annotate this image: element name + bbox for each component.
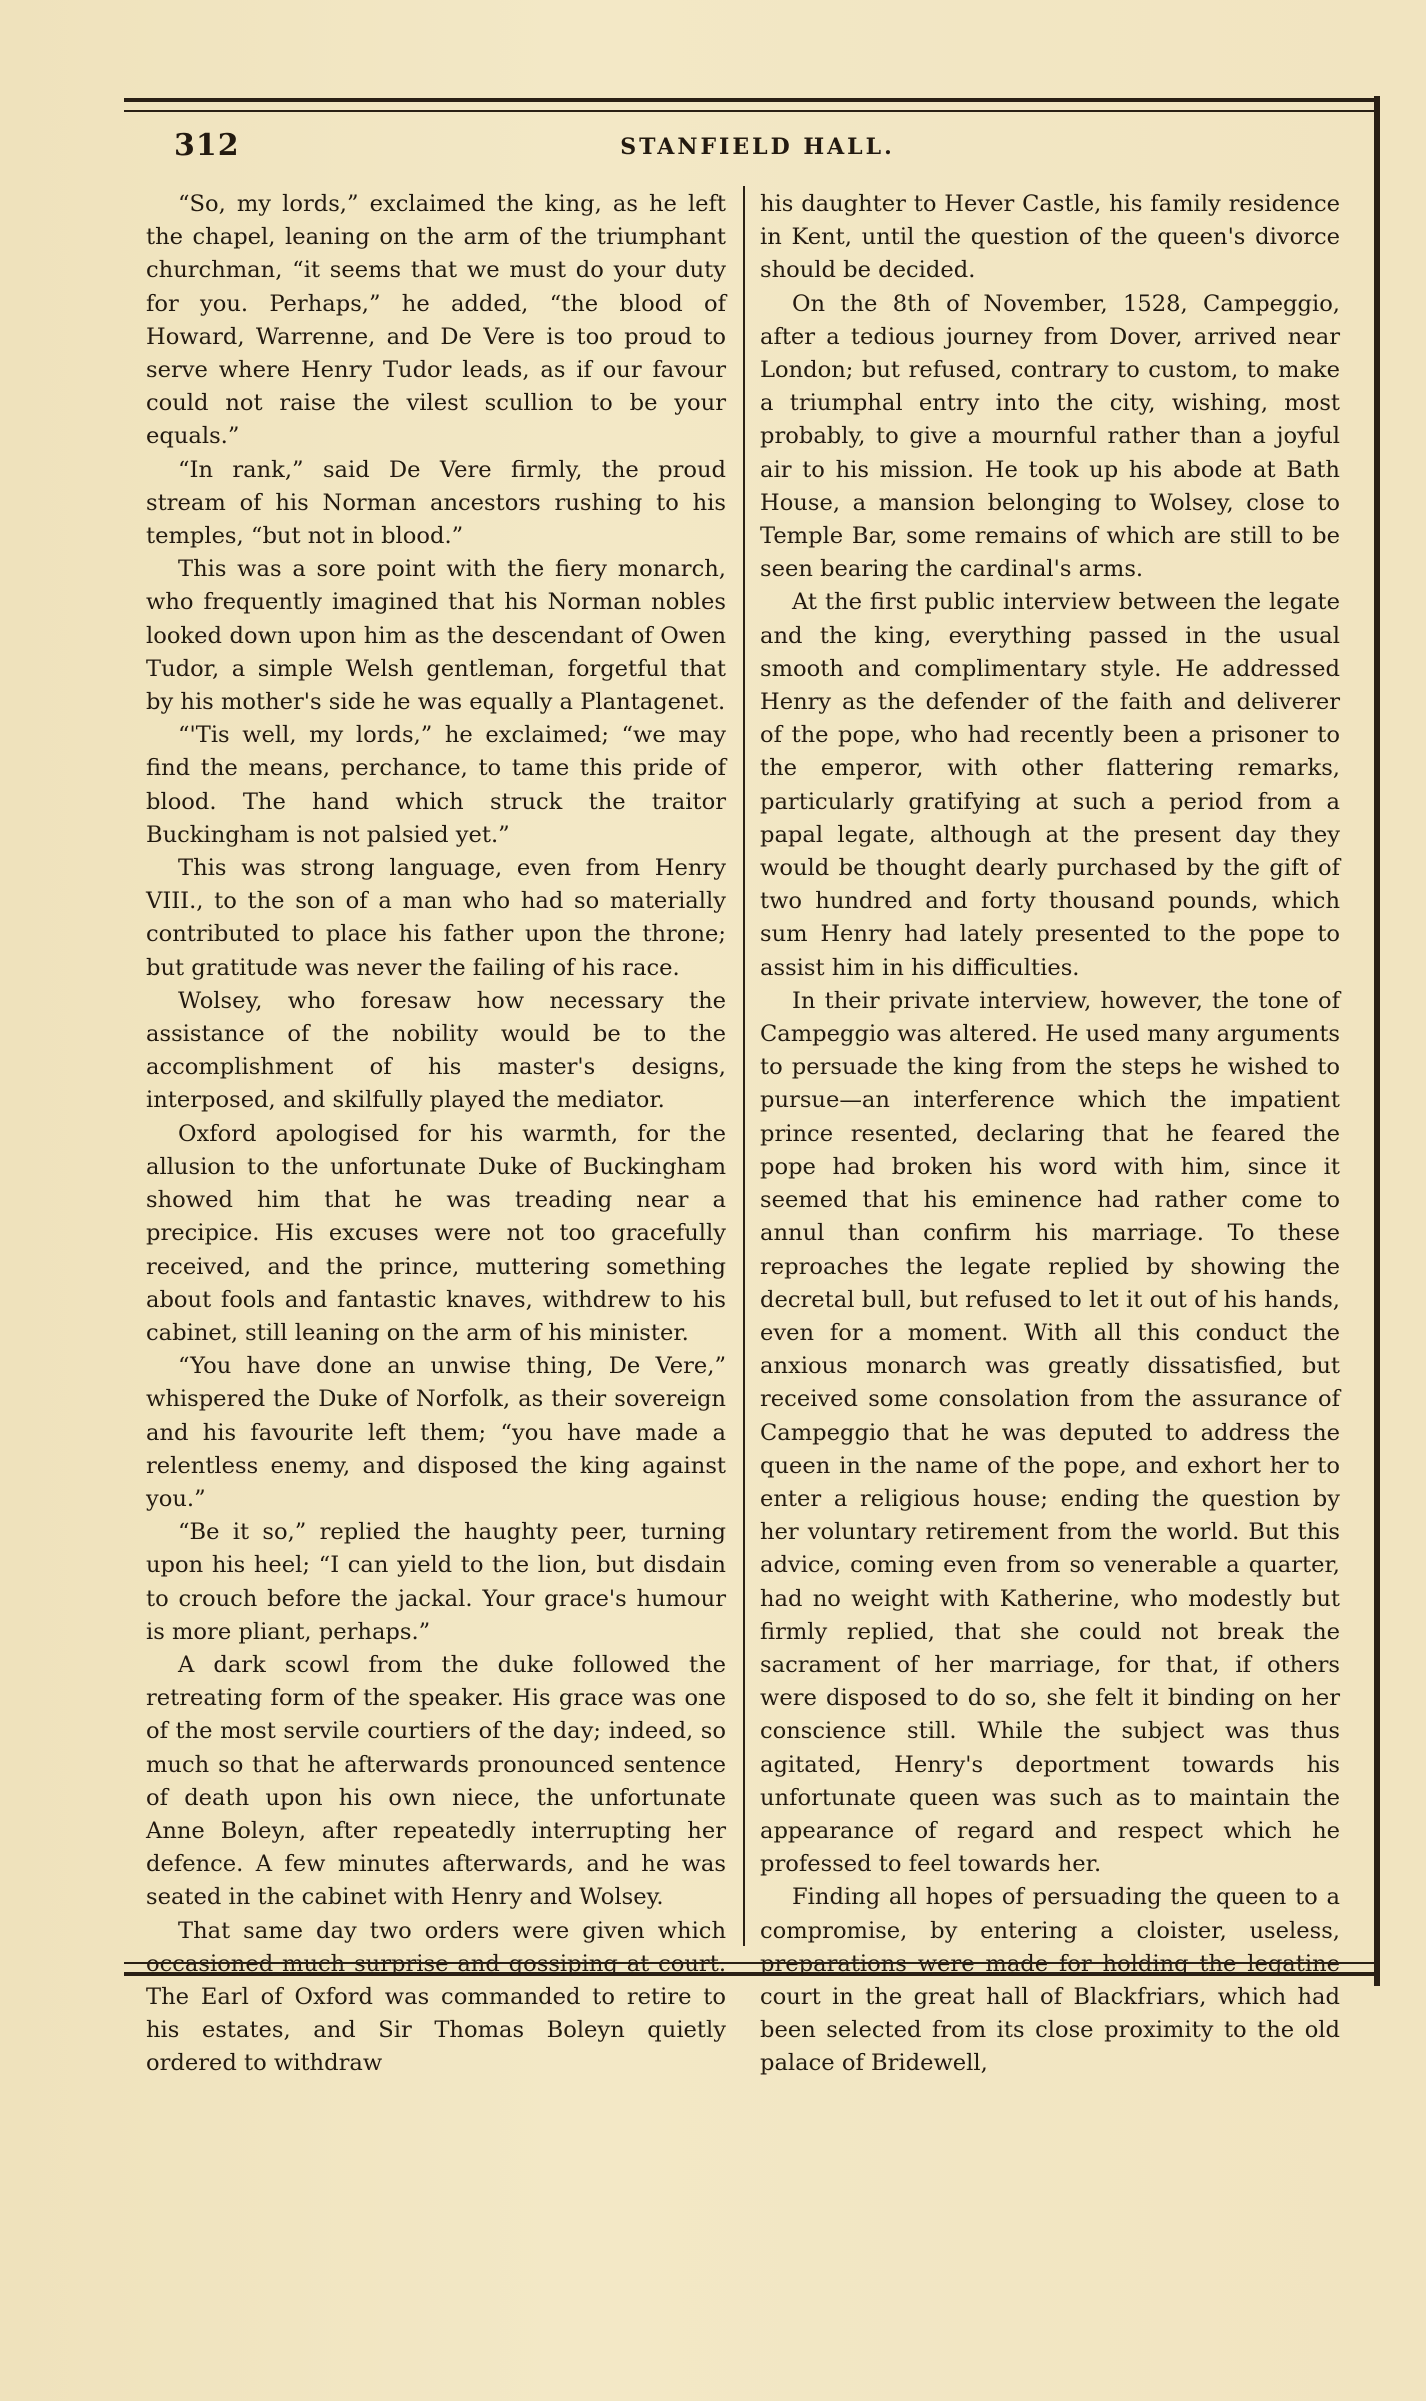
- paragraph: Wolsey, who foresaw how necessary the assistance of the nobility would be to the accomplishment of his master's designs, interposed, and skilfully played the mediator.: [146, 987, 726, 1114]
- paragraph: “'Tis well, my lords,” he exclaimed; “we may find the means, perchance, to tame this pride of blood. The hand which struck the traitor Buckingham is not palsied yet.”: [146, 722, 726, 848]
- top-border-rule: [124, 98, 1380, 112]
- paragraph: “In rank,” said De Vere firmly, the proud stream of his Norman ancestors rushing to his temples, “but not in blood.”: [146, 456, 726, 550]
- paragraph: “You have done an unwise thing, De Vere,” whispered the Duke of Norfolk, as their sovereign and his favourite left them; “you have made a relentless enemy, and disposed the king against you.”: [146, 1353, 726, 1512]
- paragraph-continued: his daughter to Hever Castle, his family residence in Kent, until the question of the queen's divorce should be decided.: [760, 191, 1340, 284]
- paragraph: At the first public interview between the legate and the king, everything passed in the usual smooth and complimentary style. He addressed Henry as the defender of the faith and deliverer of the pope, who had recently been a prisoner to the emperor, with other flattering remarks, particularly gratifying at such a period from a papal legate, although at the present day they would be thought dearly purchased by the gift of two hundred and forty thousand pounds, which sum Henry had lately presented to the pope to assist him in his difficulties.: [760, 589, 1340, 981]
- column-divider: [743, 186, 745, 1946]
- paragraph: Oxford apologised for his warmth, for the allusion to the unfortunate Duke of Buckingham showed him that he was treading near a precipice. His excuses were not too gracefully received, and the prince, muttering something about fools and fantastic knaves, withdrew to his cabinet, still leaning on the arm of his minister.: [146, 1120, 726, 1346]
- bottom-border-rule: [124, 1962, 1380, 1976]
- page-header: [150, 128, 1365, 174]
- paragraph: That same day two orders were given which occasioned much surprise and gossiping at court. The Earl of Oxford was commanded to retire to his estates, and Sir Thomas Boleyn quietly ordered to withdraw: [146, 1917, 726, 2077]
- right-border-rule: [1374, 96, 1380, 1986]
- paragraph: “So, my lords,” exclaimed the king, as he left the chapel, leaning on the arm of the triumphant churchman, “it seems that we must do your duty for you. Perhaps,” he added, “the blood of Howard, Warrenne, and De Vere is too proud to serve where Henry Tudor leads, as if our favour could not raise the vilest scullion to be your equals.”: [146, 191, 726, 450]
- left-column: [146, 188, 726, 2081]
- paragraph: This was a sore point with the fiery monarch, who frequently imagined that his Norman nobles looked down upon him as the descendant of Owen Tudor, a simple Welsh gentleman, forgetful that by his mother's side he was equally a Plantagenet.: [146, 556, 726, 716]
- paragraph: Finding all hopes of persuading the queen to a compromise, by entering a cloister, useless, preparations were made for holding the legatine court in the great hall of Blackfriars, which had been selected from its close proximity to the old palace of Bridewell,: [760, 1884, 1340, 2077]
- page-number: 312: [174, 128, 240, 163]
- paragraph: In their private interview, however, the tone of Campeggio was altered. He used many arguments to persuade the king from the steps he wished to pursue—an interference which the impatient prince resented, declaring that he feared the pope had broken his word with him, since it seemed that his eminence had rather come to annul than confirm his marriage. To these reproaches the legate replied by showing the decretal bull, but refused to let it out of his hands, even for a moment. With all this conduct the anxious monarch was greatly dissatisfied, but received some consolation from the assurance of Campeggio that he was deputed to address the queen in the name of the pope, and exhort her to enter a religious house; ending the question by her voluntary retirement from the world. But this advice, coming even from so venerable a quarter, had no weight with Katherine, who modestly but firmly replied, that she could not break the sacrament of her marriage, for that, if others were disposed to do so, she felt it binding on her conscience still. While the subject was thus agitated, Henry's deportment towards his unfortunate queen was such as to maintain the appearance of regard and respect which he professed to feel towards her.: [760, 987, 1340, 1878]
- paragraph: A dark scowl from the duke followed the retreating form of the speaker. His grace was one of the most servile courtiers of the day; indeed, so much so that he afterwards pronounced sentence of death upon his own niece, the unfortunate Anne Boleyn, after repeatedly interrupting her defence. A few minutes afterwards, and he was seated in the cabinet with Henry and Wolsey.: [146, 1651, 726, 1911]
- right-column: [760, 188, 1340, 2081]
- paragraph: This was strong language, even from Henry VIII., to the son of a man who had so materially contributed to place his father upon the throne; but gratitude was never the failing of his race.: [146, 855, 726, 981]
- running-title: STANFIELD HALL.: [620, 134, 895, 160]
- paragraph: On the 8th of November, 1528, Campeggio, after a tedious journey from Dover, arrived near London; but refused, contrary to custom, to make a triumphal entry into the city, wishing, most probably, to give a mournful rather than a joyful air to his mission. He took up his abode at Bath House, a mansion belonging to Wolsey, close to Temple Bar, some remains of which are still to be seen bearing the cardinal's arms.: [760, 290, 1340, 583]
- paragraph: “Be it so,” replied the haughty peer, turning upon his heel; “I can yield to the lion, but disdain to crouch before the jackal. Your grace's humour is more pliant, perhaps.”: [146, 1519, 726, 1645]
